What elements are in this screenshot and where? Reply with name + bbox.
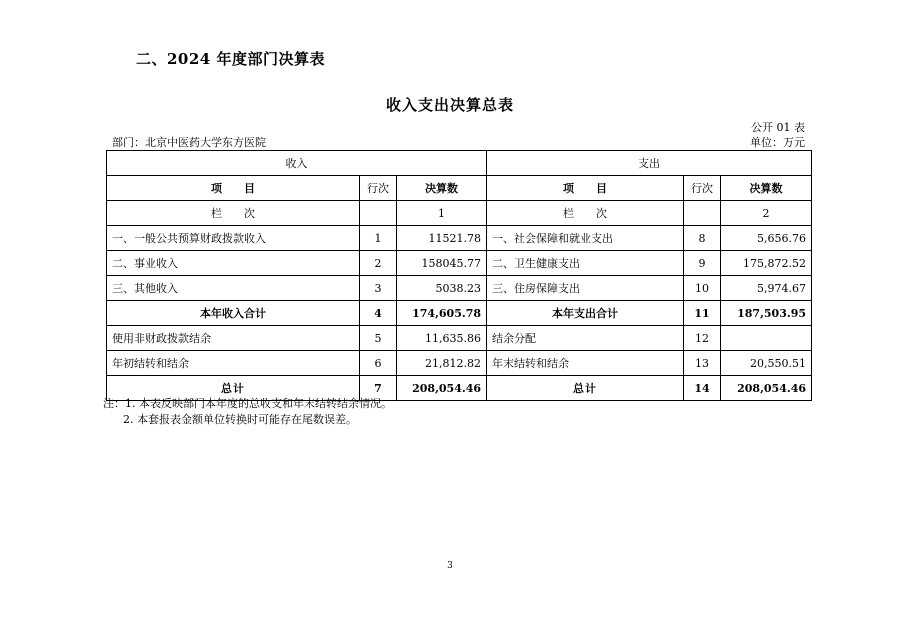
expense-column-label: 栏 次 <box>487 201 684 226</box>
income-line: 2 <box>360 251 397 276</box>
income-line: 3 <box>360 276 397 301</box>
expense-total-amount: 208,054.46 <box>721 376 812 401</box>
income-item: 一、一般公共预算财政拨款收入 <box>107 226 360 251</box>
expense-subtotal-label: 本年支出合计 <box>487 301 684 326</box>
income-line-empty <box>360 201 397 226</box>
expense-line: 13 <box>684 351 721 376</box>
income-line: 5 <box>360 326 397 351</box>
expense-header: 支出 <box>487 151 812 176</box>
table-row <box>107 276 812 301</box>
form-code: 公开 01 表 <box>751 121 805 134</box>
expense-amount: 5,656.76 <box>721 226 812 251</box>
income-item: 使用非财政拨款结余 <box>107 326 360 351</box>
income-amount: 11,635.86 <box>397 326 487 351</box>
expense-item: 结余分配 <box>487 326 684 351</box>
table-header-row <box>107 151 812 176</box>
income-line-header: 行次 <box>360 176 397 201</box>
expense-amount <box>721 326 812 351</box>
expense-item: 一、社会保障和就业支出 <box>487 226 684 251</box>
table-row <box>107 251 812 276</box>
table-row <box>107 351 812 376</box>
expense-item: 三、住房保障支出 <box>487 276 684 301</box>
expense-amount: 20,550.51 <box>721 351 812 376</box>
income-line: 7 <box>360 376 397 401</box>
income-total-label: 总计 <box>107 376 360 401</box>
expense-line: 14 <box>684 376 721 401</box>
expense-item: 年末结转和结余 <box>487 351 684 376</box>
expense-line: 11 <box>684 301 721 326</box>
expense-line: 12 <box>684 326 721 351</box>
income-line: 1 <box>360 226 397 251</box>
table-row <box>107 326 812 351</box>
income-expense-table <box>106 150 812 401</box>
note-2: 2. 本套报表金额单位转换时可能存在尾数误差。 <box>123 413 357 426</box>
expense-line: 8 <box>684 226 721 251</box>
income-item: 三、其他收入 <box>107 276 360 301</box>
expense-column-number: 2 <box>721 201 812 226</box>
expense-amount-header: 决算数 <box>721 176 812 201</box>
income-amount-header: 决算数 <box>397 176 487 201</box>
expense-subtotal-amount: 187,503.95 <box>721 301 812 326</box>
subtotal-row <box>107 301 812 326</box>
expense-amount: 175,872.52 <box>721 251 812 276</box>
expense-amount: 5,974.67 <box>721 276 812 301</box>
table-row <box>107 226 812 251</box>
unit-label: 单位：万元 <box>750 136 805 149</box>
income-total-amount: 208,054.46 <box>397 376 487 401</box>
notes <box>103 396 392 428</box>
income-amount: 11521.78 <box>397 226 487 251</box>
expense-line-header: 行次 <box>684 176 721 201</box>
section-heading: 二、2024 年度部门决算表 <box>136 50 325 68</box>
expense-line: 10 <box>684 276 721 301</box>
expense-line: 9 <box>684 251 721 276</box>
expense-item: 二、卫生健康支出 <box>487 251 684 276</box>
income-header: 收入 <box>107 151 487 176</box>
page-number: 3 <box>447 561 453 571</box>
income-amount: 21,812.82 <box>397 351 487 376</box>
income-amount: 5038.23 <box>397 276 487 301</box>
income-subtotal-label: 本年收入合计 <box>107 301 360 326</box>
expense-line-empty <box>684 201 721 226</box>
income-column-label: 栏 次 <box>107 201 360 226</box>
column-number-row <box>107 201 812 226</box>
department-label: 部门：北京中医药大学东方医院 <box>112 136 266 149</box>
income-item: 二、事业收入 <box>107 251 360 276</box>
note-1: 注：1. 本表反映部门本年度的总收支和年末结转结余情况。 <box>103 397 392 410</box>
table-title: 收入支出决算总表 <box>385 96 514 114</box>
income-item: 年初结转和结余 <box>107 351 360 376</box>
income-column-number: 1 <box>397 201 487 226</box>
column-header-row <box>107 176 812 201</box>
income-line: 6 <box>360 351 397 376</box>
expense-item-header: 项 目 <box>487 176 684 201</box>
income-item-header: 项 目 <box>107 176 360 201</box>
expense-total-label: 总计 <box>487 376 684 401</box>
income-subtotal-amount: 174,605.78 <box>397 301 487 326</box>
income-amount: 158045.77 <box>397 251 487 276</box>
income-line: 4 <box>360 301 397 326</box>
